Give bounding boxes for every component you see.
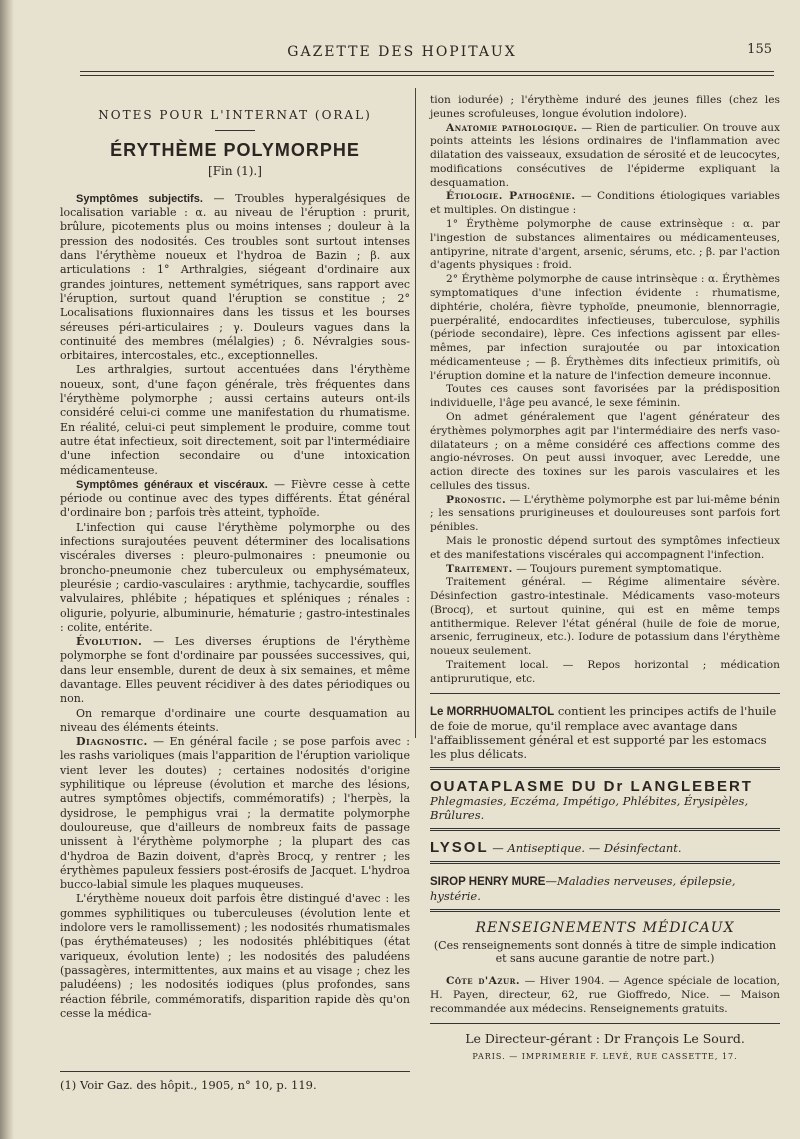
paragraph: Toutes ces causes sont favorisées par la prédisposition individuelle, l'âge peu avancé, le sexe féminin.: [430, 383, 780, 410]
advertisement-ouataplasme: OUATAPLASME DU Dr LANGLEBERT Phlegmasies, Eczéma, Impétigo, Phlébites, Érysipèles, Brûlures.: [430, 780, 780, 822]
section-rule: [215, 130, 255, 131]
ad-rule: [430, 767, 780, 770]
paragraph: Côte d'Azur. — Hiver 1904. — Agence spéciale de location, H. Payen, directeur, 62, rue Gioffredo, Nice. — Maison recommandée aux médecins. Renseignements gratuits.: [430, 975, 781, 1015]
paragraph: On admet généralement que l'agent générateur des érythèmes polymorphes agit par l'intermédiaire des nerfs vaso-dilatateurs ; on a même considéré ces affections comme des angio-névroses. On peut aussi invoquer, avec Leredde, une action directe des toxines sur les parois vasculaires et les cellules des tissus.: [430, 410, 780, 492]
paragraph: L'érythème noueux doit parfois être distingué d'avec : les gommes syphilitiques ou tuberculeuses (évolution lente et indolore vers le ramollissement) ; les nodosités rhumatismales (pas érythémateuses) ; les nodosités phlébitiques (état variqueux, évolution lente) ; les nodosités des paludéens (passagères, intermittentes, aux mains et au visage ; chez les paludéens) ; les nodosités iodiques (plus profondes, sans réaction fébrile, commémoratifs, disparition rapide dès qu'on cesse la médica-: [60, 892, 410, 1020]
paragraph: Traitement. — Toujours purement symptomatique.: [446, 562, 722, 575]
paragraph: L'infection qui cause l'érythème polymorphe ou des infections surajoutées peuvent déterminer des localisations viscérales diverses : pleuro-pulmonaires : pneumonie ou broncho-pneumonie chez tuberculeux ou emphysémateux, pleurésie ; cardio-vasculaires : arythmie, tachycardie, souffles valvulaires, phlébite ; hépatiques et spléniques ; rénales : oligurie, polyurie, albuminurie, hématurie ; gastro-intestinales : colite, entérite.: [60, 520, 410, 634]
paragraph-heading: Symptômes subjectifs.: [76, 192, 203, 205]
renseignements-title: RENSEIGNEMENTS MÉDICAUX: [475, 919, 735, 936]
paragraph: Traitement général. — Régime alimentaire sévère. Désinfection gastro-intestinale. Médicaments vaso-moteurs (Brocq), et surtout quinine, qui est en même temps antithermique. Relever l'état général (huile de foie de morue, arsenic, ferrugineux, etc.). Iodure de potassium dans l'érythème noueux seulement.: [430, 576, 780, 658]
paragraph: Évolution. — Les diverses éruptions de l'érythème polymorphe se font d'ordinaire par poussées successives, qui, dans leur ensemble, durent de deux à six semaines, et même davantage. Elles peuvent récidiver à des dates périodiques ou non.: [60, 635, 410, 706]
paragraph: Les arthralgies, surtout accentuées dans l'érythème noueux, sont, d'une façon générale, très fréquentes dans l'érythème polymorphe ; aussi certains auteurs ont-ils considéré celui-ci comme une manifestation du rhumatisme. En réalité, celui-ci peut simplement le produire, comme tout autre état infectieux, soit directement, soit par l'intermédiaire d'une infection secondaire ou d'une intoxication médicamenteuse.: [60, 363, 410, 477]
section-heading: NOTES POUR L'INTERNAT (ORAL): [98, 108, 372, 122]
paragraph-heading: Diagnostic.: [76, 735, 148, 749]
paragraph: Symptômes généraux et viscéraux. — Fièvre cesse à cette période ou continue avec des types différents. État général d'ordinaire bon ; parfois très atteint, typhoïde.: [60, 477, 411, 520]
paragraph-heading: Traitement.: [446, 562, 513, 575]
column-divider: [415, 88, 416, 738]
paragraph: Diagnostic. — En général facile ; se pose parfois avec : les rashs varioliques (mais l'apparition de l'éruption variolique vient lever les doutes) ; certaines nodosités d'origine syphilitique ou lépreuse (évolution et marche des lésions, autres symptômes objectifs, commémoratifs) ; l'herpès, la dysidrose, le pemphigus vrai ; la dermatite polymorphe douloureuse, que d'ailleurs de nombreux faits de passage unissent à l'érythème polymorphe ; la plupart des cas d'hydroa de Bazin doivent, d'après Brocq, y rentrer ; les érythèmes papuleux fessiers post-érosifs de Jacquet. L'hydroa bucco-labial simule les plaques muqueuses.: [60, 735, 410, 892]
director-signature: Le Directeur-gérant : Dr François Le Sourd.: [465, 1030, 745, 1046]
paragraph-heading: Côte d'Azur.: [446, 975, 521, 988]
footnote: (1) Voir Gaz. des hôpit., 1905, n° 10, p. 119.: [60, 1071, 410, 1092]
ad-rule: [430, 909, 780, 912]
page-binding: [0, 0, 14, 1139]
page-number: 155: [747, 42, 772, 57]
header-rule: [80, 71, 774, 72]
paragraph-heading: Évolution.: [76, 635, 143, 649]
paragraph: Pronostic. — L'érythème polymorphe est par lui-même bénin ; les sensations prurigineuses et douloureuses sont parfois fort pénibles.: [430, 493, 780, 534]
right-column: [430, 94, 780, 1063]
paragraph: On remarque d'ordinaire une courte desquamation au niveau des éléments éteints.: [60, 706, 410, 734]
printer-imprint: PARIS. — IMPRIMERIE F. LEVÉ, RUE CASSETTE, 17.: [472, 1051, 738, 1061]
ad-rule: [430, 693, 780, 694]
left-column: [60, 94, 410, 1021]
advertisement-lysol: LYSOL — Antiseptique. — Désinfectant.: [430, 838, 682, 856]
paragraph: Anatomie pathologique. — Rien de particulier. On trouve aux points atteints les lésions ordinaires de l'inflammation avec dilatation des vaisseaux, exsudation de sérosité et de leucocytes, modifications consécutives de l'épiderme expliquant la desquamation.: [430, 121, 780, 189]
paragraph: Symptômes subjectifs. — Troubles hyperalgésiques de localisation variable : α. au niveau de l'éruption : prurit, brûlure, picotements plus ou moins intenses ; douleur à la pression des nodosités. Ces troubles sont surtout intenses dans l'érythème noueux et l'hydroa de Bazin ; β. aux articulations : 1° Arthralgies, siégeant d'ordinaire aux grandes jointures, nettement symétriques, sans rapport avec l'éruption, surtout quand l'éruption se constitue ; 2° Localisations fluxionnaires dans les tissus et les bourses séreuses péri-articulaires ; γ. Douleurs vagues dans la continuité des membres (mélalgies) ; δ. Névralgies sous-orbitaires, intercostales, etc., exceptionnelles.: [60, 191, 410, 363]
article-subtitle: [Fin (1).]: [208, 163, 262, 178]
journal-title: GAZETTE DES HOPITAUX: [287, 44, 517, 60]
paragraph: 2° Érythème polymorphe de cause intrinsèque : α. Érythèmes symptomatiques d'une infection évidente : rhumatisme, diphtérie, choléra, fièvre typhoïde, pneumonie, blennorragie, puerpéralité, endocardites infectieuses, tuberculose, syphilis (période secondaire), lèpre. Ces infections agissent par elles-mêmes, par infection surajoutée ou par intoxication médicamenteuse ; — β. Érythèmes dits infectieux primitifs, où l'éruption domine et la nature de l'infection demeure inconnue.: [430, 273, 780, 382]
newspaper-page: [22, 28, 782, 1118]
paragraph: Traitement local. — Repos horizontal ; médication antiprurutique, etc.: [430, 659, 780, 685]
paragraph-heading: Anatomie pathologique.: [446, 121, 578, 134]
paragraph: Étiologie. Pathogénie. — Conditions étiologiques variables et multiples. On distingue :: [430, 190, 780, 217]
ad-rule: [430, 828, 780, 831]
ad-brand: OUATAPLASME DU Dr LANGLEBERT: [430, 777, 753, 795]
header-rule-2: [80, 75, 774, 76]
ad-rule: [430, 861, 780, 864]
advertisement-sirop: SIROP HENRY MURE—Maladies nerveuses, épilepsie, hystérie.: [430, 873, 736, 903]
paragraph-heading: Étiologie. Pathogénie.: [446, 190, 576, 203]
paragraph: 1° Érythème polymorphe de cause extrinsèque : α. par l'ingestion de substances alimentaires ou médicamenteuses, antipyrine, nitrate d'argent, arsenic, sérums, etc. ; β. par l'action d'agents physiques : froid.: [430, 218, 780, 272]
renseignements-note: (Ces renseignements sont donnés à titre de simple indication et sans aucune garantie de notre part.): [433, 939, 777, 966]
ad-brand: LYSOL: [430, 838, 489, 856]
page-header: [22, 28, 782, 64]
paragraph: tion iodurée) ; l'érythème induré des jeunes filles (chez les jeunes scrofuleuses, longue évolution indolore).: [430, 94, 780, 120]
article-title: ÉRYTHÈME POLYMORPHE: [110, 140, 360, 161]
ad-brand: Le MORRHUOMALTOL: [430, 705, 555, 718]
paragraph-heading: Symptômes généraux et viscéraux.: [76, 478, 268, 491]
signature-rule: [430, 1023, 780, 1024]
advertisement-morrhuomaltol: Le MORRHUOMALTOL contient les principes actifs de l'huile de foie de morue, qu'il remplace avec avantage dans l'affaiblissement général et est supporté par les estomacs les plus délicats.: [430, 703, 777, 761]
paragraph: Mais le pronostic dépend surtout des symptômes infectieux et des manifestations viscérales qui accompagnent l'infection.: [430, 535, 780, 561]
paragraph-heading: Pronostic.: [446, 493, 507, 506]
ad-brand: SIROP HENRY MURE: [430, 875, 546, 888]
